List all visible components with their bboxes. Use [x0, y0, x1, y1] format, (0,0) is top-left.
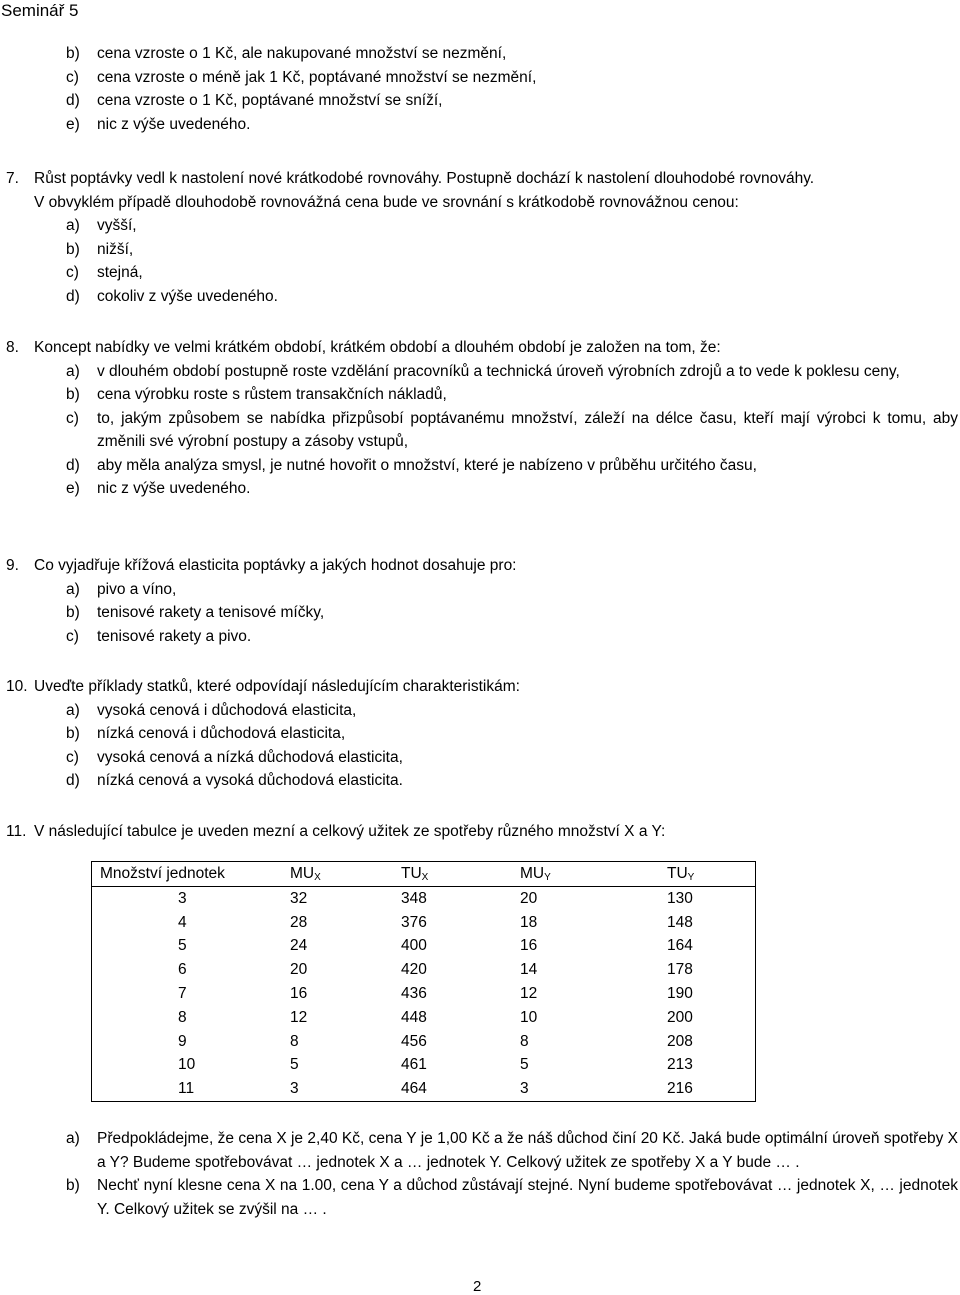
option-8b: b) cena výrobku roste s růstem transakčních nákladů, — [66, 386, 447, 403]
option-6e: e) nic z výše uvedeného. — [66, 115, 251, 133]
page-number: 2 — [473, 1278, 482, 1295]
table-cell: 130 — [667, 889, 693, 907]
table-cell: 376 — [401, 913, 427, 931]
option-10c: c) vysoká cenová a nízká důchodová elasticita, — [66, 748, 403, 766]
option-8c: c) to, jakým způsobem se nabídka přizpůsobí poptávanému množství, záleží na délce času, kteří mají výrobci k tomu, aby změnili své výrobní postupy a zásoby vstupů, — [66, 409, 958, 450]
option-11a: a) Předpokládejme, že cena X je 2,40 Kč, cena Y je 1,00 Kč a že náš důchod činí 20 Kč. Jaká bude optimální úroveň spotřeby X a Y? Budeme spotřebovávat … jednotek X a … jednotek Y. Celkový užitek ze spotřeby X a Y bude … . — [66, 1130, 958, 1171]
table-cell: 448 — [401, 1008, 427, 1026]
page-header: Seminář 5 — [1, 1, 79, 20]
table-cell: 5 — [290, 1056, 299, 1074]
table-header: $MU_X$ — [282, 862, 393, 887]
table-cell: 24 — [290, 937, 308, 955]
table-header: $MU_Y$ — [512, 862, 659, 887]
table-header: $TU_X$ — [393, 862, 512, 887]
option-7d: d) cokoliv z výše uvedeného. — [66, 287, 278, 305]
question-number: 11. — [6, 823, 27, 840]
table-cell: 12 — [290, 1008, 308, 1026]
table-cell: 348 — [401, 889, 427, 907]
table-cell: 5 — [520, 1056, 529, 1074]
table-cell: 216 — [667, 1080, 693, 1098]
question-7 — [6, 167, 958, 308]
table-cell: 28 — [290, 913, 308, 931]
option-9b: b) tenisové rakety a tenisové míčky, — [66, 604, 325, 621]
option-8d: d) aby měla analýza smysl, je nutné hovořit o množství, které je nabízeno v průběhu určitého času, — [66, 456, 757, 474]
table-cell: 178 — [667, 961, 693, 979]
table-cell: 461 — [401, 1056, 427, 1074]
table-cell: 10 — [520, 1008, 538, 1026]
table-cell: 190 — [667, 985, 693, 1003]
table-cell: 6 — [178, 961, 187, 979]
table-cell: 3 — [178, 889, 187, 907]
option-6c: c) cena vzroste o méně jak 1 Kč, poptávané množství se nezmění, — [66, 68, 537, 86]
option-7b: b) nižší, — [66, 240, 134, 258]
table-row — [92, 1054, 756, 1078]
option-11b: b) Nechť nyní klesne cena X na 1.00, cena Y a důchod zůstávají stejné. Nyní budeme spotřebovávat … jednotek X, … jednotek Y. Celkový užitek se zvýšil na … . — [66, 1177, 958, 1218]
table-cell: 456 — [401, 1032, 427, 1050]
table-header: Množství jednotek — [92, 862, 283, 887]
table-cell: 400 — [401, 937, 427, 955]
table-row — [92, 982, 756, 1006]
table-cell: 200 — [667, 1008, 693, 1026]
question-11-subquestions — [6, 1127, 958, 1221]
option-10d: d) nízká cenová a vysoká důchodová elasticita. — [66, 772, 403, 789]
table-cell: 16 — [290, 985, 308, 1003]
question-11 — [6, 820, 958, 844]
option-8e: e) nic z výše uvedeného. — [66, 480, 251, 497]
table-cell: 208 — [667, 1032, 693, 1050]
table-cell: 9 — [178, 1032, 187, 1050]
table-cell: 164 — [667, 937, 693, 955]
question-6-continued — [6, 42, 958, 136]
table-cell: 5 — [178, 937, 187, 955]
question-text: Uveďte příklady statků, které odpovídají následujícím charakteristikám: — [34, 678, 520, 695]
table-cell: 436 — [401, 985, 427, 1003]
table-cell: 16 — [520, 937, 538, 955]
table-cell: 420 — [401, 961, 427, 979]
option-10a: a) vysoká cenová i důchodová elasticita, — [66, 701, 357, 719]
table-cell: 3 — [520, 1080, 529, 1098]
question-number: 8. — [6, 339, 19, 356]
table-row — [92, 887, 756, 911]
table-cell: 14 — [520, 961, 538, 979]
table-cell: 20 — [290, 961, 308, 979]
table-cell: 10 — [178, 1056, 196, 1074]
utility-table — [91, 861, 756, 1102]
table-cell: 213 — [667, 1056, 693, 1074]
question-9 — [6, 554, 958, 648]
table-row — [92, 935, 756, 959]
table-cell: 8 — [178, 1008, 187, 1026]
table-cell: 3 — [290, 1080, 299, 1098]
question-text-cont: V obvyklém případě dlouhodobě rovnovážná cena bude ve srovnání s krátkodobě rovnovážnou cenou: — [34, 193, 739, 211]
question-number: 7. — [6, 170, 19, 187]
option-7c: c) stejná, — [66, 264, 143, 281]
table-cell: 8 — [290, 1032, 299, 1050]
table-row — [92, 958, 756, 982]
table-cell: 464 — [401, 1080, 427, 1098]
question-text: V následující tabulce je uveden mezní a celkový užitek ze spotřeby různého množství X a Y: — [34, 823, 666, 840]
table-cell: 12 — [520, 985, 538, 1003]
table-header-row — [92, 862, 756, 887]
table-body — [92, 887, 756, 1102]
table-cell: 7 — [178, 985, 187, 1003]
table-row — [92, 1030, 756, 1054]
option-6d: d) cena vzroste o 1 Kč, poptávané množství se sníží, — [66, 92, 443, 109]
table-row — [92, 1006, 756, 1030]
table-row — [92, 911, 756, 935]
question-number: 10. — [6, 678, 28, 695]
table-cell: 11 — [178, 1080, 195, 1098]
table-cell: 32 — [290, 889, 308, 907]
option-10b: b) nízká cenová i důchodová elasticita, — [66, 725, 346, 742]
question-10 — [6, 675, 958, 793]
question-8 — [6, 336, 958, 501]
table-cell: 18 — [520, 913, 538, 931]
table-cell: 4 — [178, 913, 187, 931]
question-number: 9. — [6, 557, 19, 574]
table-cell: 148 — [667, 913, 693, 931]
table-row — [92, 1077, 756, 1101]
table-cell: 8 — [520, 1032, 529, 1050]
question-text: Koncept nabídky ve velmi krátkém období, krátkém období a dlouhém období je založen na tom, že: — [34, 339, 721, 356]
option-9c: c) tenisové rakety a pivo. — [66, 627, 252, 645]
table-header: $TU_Y$ — [659, 862, 756, 887]
option-6b: b) cena vzroste o 1 Kč, ale nakupované množství se nezmění, — [66, 45, 507, 62]
table-cell: 20 — [520, 889, 538, 907]
option-9a: a) pivo a víno, — [66, 580, 177, 598]
question-text: Co vyjadřuje křížová elasticita poptávky a jakých hodnot dosahuje pro: — [34, 557, 517, 574]
question-text: Růst poptávky vedl k nastolení nové krátkodobé rovnováhy. Postupně dochází k nastolení dlouhodobé rovnováhy. — [34, 170, 815, 187]
option-7a: a) vyšší, — [66, 217, 137, 234]
option-8a: a) v dlouhém období postupně roste vzdělání pracovníků a technická úroveň výrobních zdrojů a to vede k poklesu ceny, — [66, 362, 900, 380]
